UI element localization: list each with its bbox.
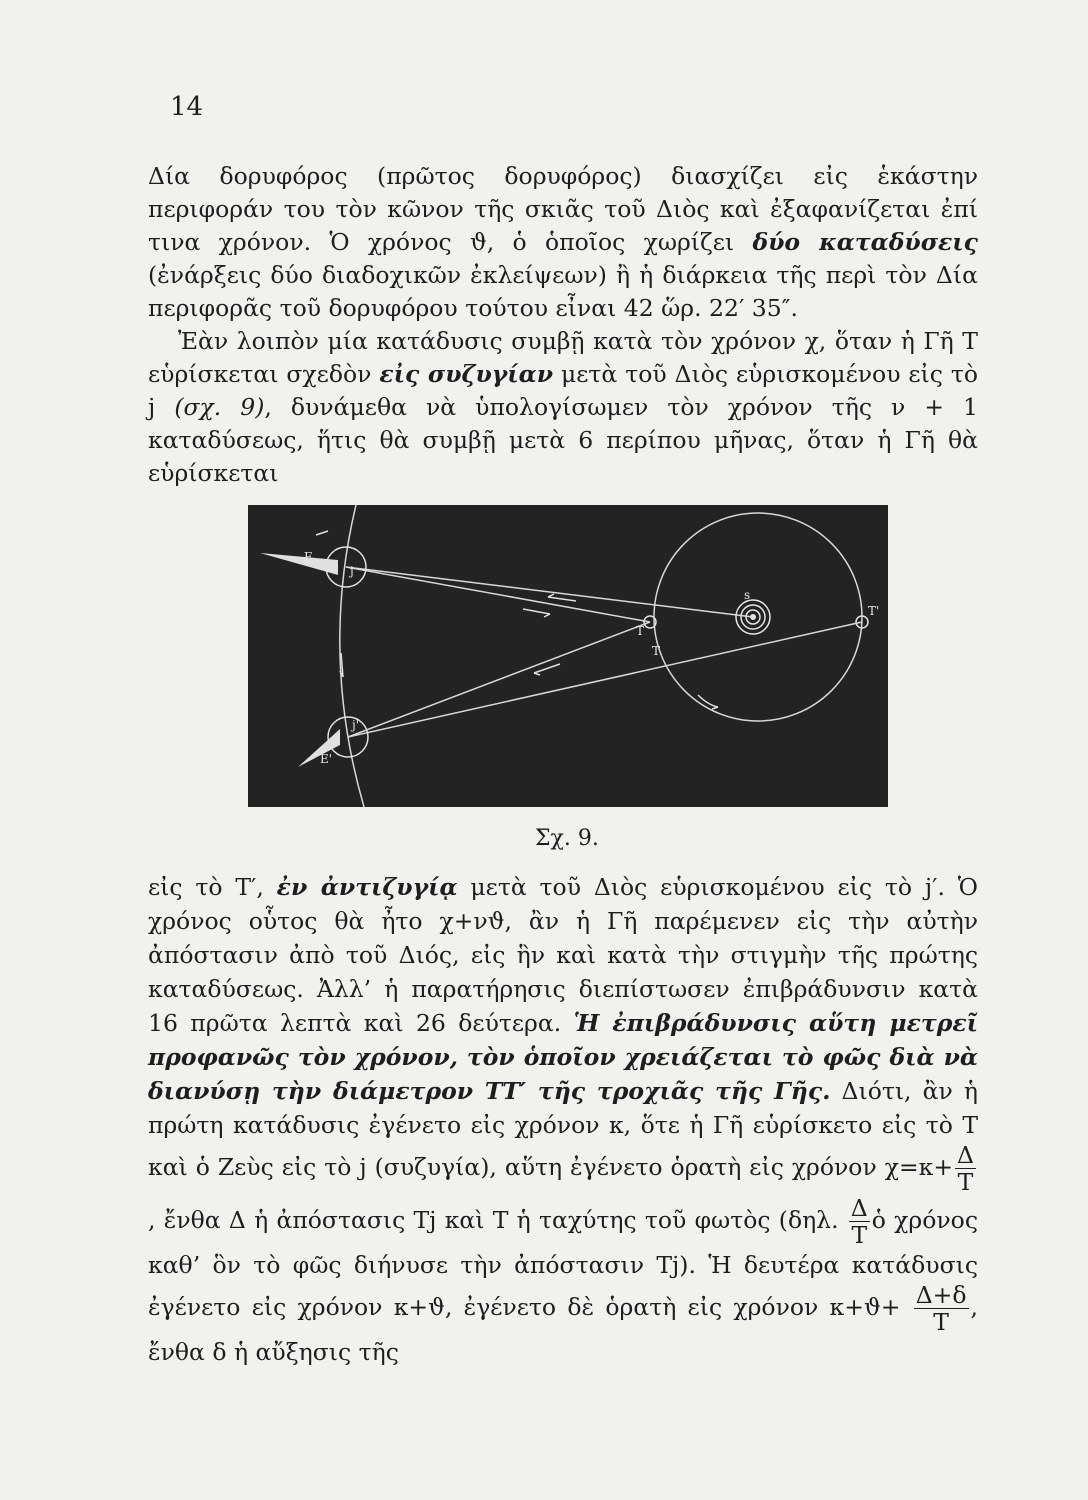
fraction-delta-plus-d-over-t: $\frac{\Delta+\delta}{T}$ (915, 1281, 967, 1336)
label-t1: T (636, 624, 645, 638)
emphasis-text: εἰς συζυγίαν (379, 360, 554, 388)
text-span: , ἔνθα δ ἡ αὔξησις τῆς (148, 1293, 978, 1366)
orbit-diagram-svg (248, 505, 888, 807)
figure-reference: (σχ. 9) (174, 393, 265, 421)
label-e2: E' (320, 752, 333, 766)
paragraph-2 (148, 325, 978, 490)
text-span: , δυνάμεθα νὰ ὑπολογίσωμεν τὸν χρόνον τῆς ν + 1 καταδύσεως, ἥτις θὰ συμβῇ μετὰ 6 περίπου μῆνας, ὅταν ἡ Γῆ θὰ εὑρίσκεται (148, 393, 978, 487)
text-span: , ἔνθα Δ ἡ ἀπόστασις Tj καὶ Τ ἡ ταχύτης τοῦ φωτὸς (δηλ. (148, 1206, 847, 1234)
direction-arrows (316, 531, 718, 709)
label-t3: T' (868, 604, 880, 618)
jupiter-orbit-arc (340, 505, 364, 807)
text-span: (ἐνάρξεις δύο διαδοχικῶν ἐκλείψεων) ἢ ἡ διάρκεια τῆς περὶ τὸν Δία περιφορᾶς τοῦ δορυφόρου τούτου εἶναι 42 ὥρ. 22′ 35″. (148, 261, 978, 322)
label-s: s (744, 588, 751, 602)
earth-orbit-circle (654, 513, 862, 721)
figure-caption: Σχ. 9. (535, 826, 599, 851)
page-number: 14 (170, 92, 204, 122)
top-text-block (148, 160, 978, 490)
label-j1: j (350, 564, 354, 578)
text-span: ὁ χρόνος καθ’ ὃν τὸ φῶς διήνυσε τὴν ἀπόστασιν Tj). Ἡ δευτέρα κατάδυσις ἐγένετο εἰς χρόνον κ+ϑ, ἐγένετο δὲ ὁρατὴ εἰς χρόνον κ+ϑ+ (148, 1206, 978, 1321)
text-span: Διότι, ἂν ἡ πρώτη κατάδυσις ἐγένετο εἰς χρόνον κ, ὅτε ἡ Γῆ εὑρίσκετο εἰς τὸ Τ καὶ ὁ Ζεὺς εἰς τὸ j (συζυγία), αὕτη ἐγένετο ὁρατὴ εἰς χρόνον χ=κ+ (148, 1077, 978, 1181)
emphasis-text: ἐν ἀντιζυγίᾳ (276, 873, 458, 901)
bottom-text-block (148, 870, 978, 1369)
label-j2: j' (352, 718, 360, 732)
fraction-delta-over-t-2: $\frac{\Delta}{T}$ (850, 1194, 868, 1249)
shadow-cone-bottom (298, 729, 340, 767)
figure-orbit-diagram (248, 505, 888, 807)
text-span: μετὰ τοῦ Διὸς εὑρισκομένου εἰς τὸ j′. Ὁ χρόνος οὗτος θὰ ἦτο χ+νϑ, ἂν ἡ Γῆ παρέμενεν εἰς τὴν αὐτὴν ἀπόστασιν ἀπὸ τοῦ Διός, εἰς ἣν καὶ κατὰ τὴν στιγμὴν τῆς πρώτης καταδύσεως. Ἀλλ’ ἡ παρατήρησις διεπίστωσεν ἐπιβράδυνσιν κατὰ 16 πρῶτα λεπτὰ καὶ 26 δεύτερα. (148, 873, 978, 1037)
text-span: Ἐὰν λοιπὸν μία κατάδυσις συμβῇ κατὰ τὸν χρόνον χ, ὅταν ἡ Γῆ Τ εὑρίσκεται σχεδὸν (148, 327, 978, 388)
text-span: μετὰ τοῦ Διὸς εὑρισκομένου εἰς τὸ j (148, 360, 978, 421)
text-span: εἰς τὸ Τ′, (148, 873, 277, 901)
text-span: Δία δορυφόρος (πρῶτος δορυφόρος) διασχίζει εἰς ἑκάστην περιφοράν του τὸν κῶνον τῆς σκιᾶς τοῦ Διὸς καὶ ἐξαφανίζεται ἐπί τινα χρόνον. Ὁ χρόνος ϑ, ὁ ὁποῖος χωρίζει (148, 162, 978, 256)
label-t2: T (652, 644, 661, 658)
fraction-delta-over-t: $\frac{\Delta}{T}$ (957, 1141, 974, 1196)
paragraph-1 (148, 160, 978, 325)
light-path-j-sun (346, 567, 753, 617)
paragraph-3 (148, 870, 978, 1369)
emphasis-text: Ἡ ἐπιβράδυνσις αὕτη μετρεῖ προφανῶς τὸν χρόνον, τὸν ὁποῖον χρειάζεται τὸ φῶς διὰ νὰ διανύσῃ τὴν διάμετρον ΤΤ′ τῆς τροχιᾶς τῆς Γῆς. (148, 1009, 978, 1105)
emphasis-text: δύο καταδύσεις (752, 228, 978, 256)
light-path-j-t (346, 567, 650, 622)
label-e1: E (304, 550, 313, 564)
